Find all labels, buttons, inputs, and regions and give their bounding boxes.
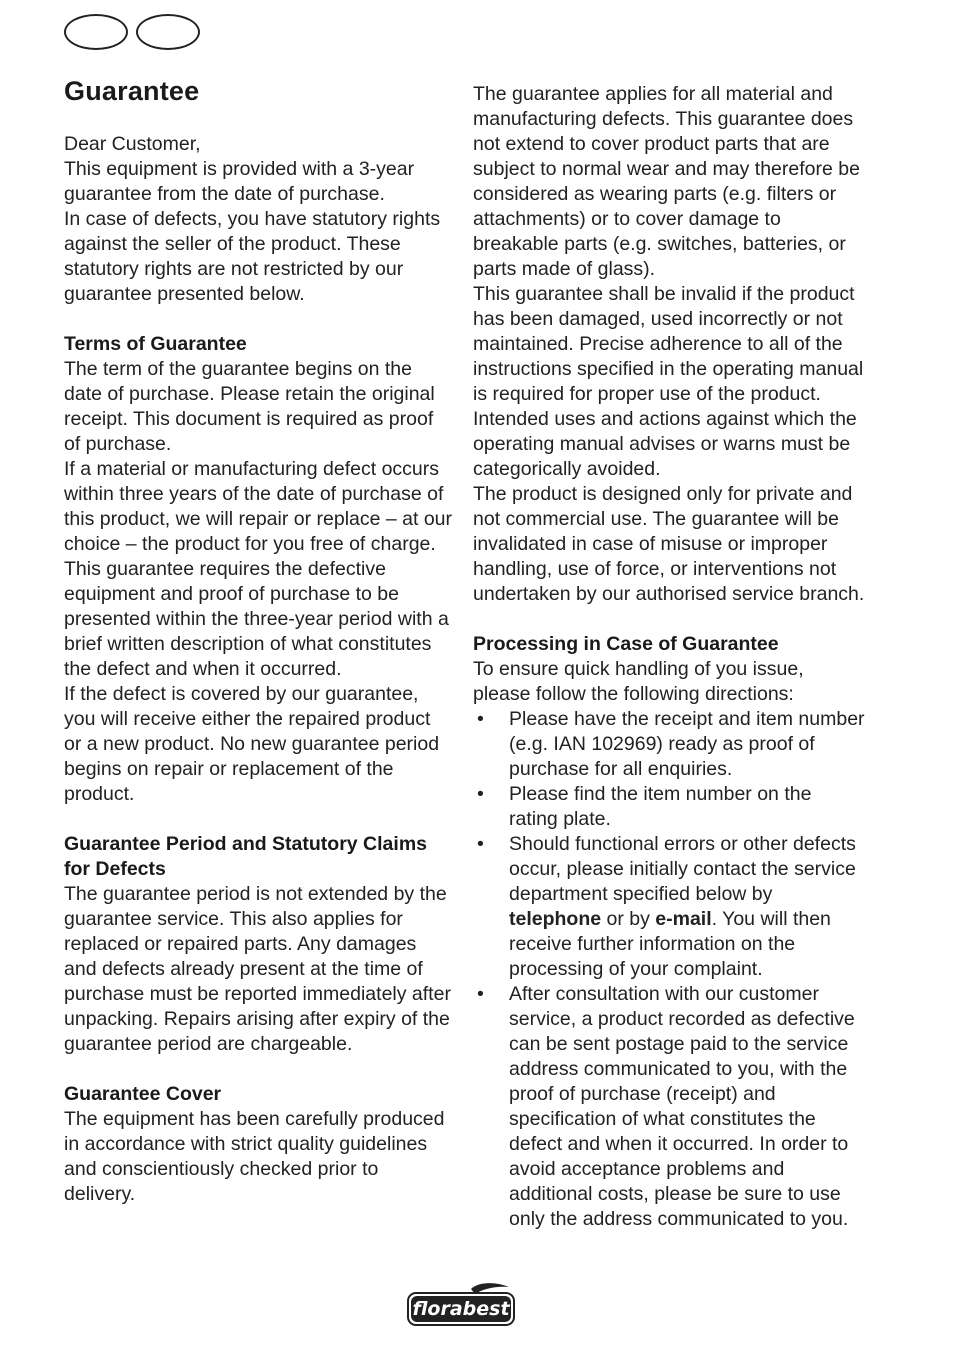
salutation: Dear Customer, <box>64 133 201 155</box>
list-item <box>473 782 865 832</box>
left-column <box>64 132 452 1207</box>
processing-intro: To ensure quick handling of you issue, please follow the following directions: <box>473 658 804 705</box>
processing-list <box>473 707 865 1232</box>
list-item-text: Please find the item number on the rating plate. <box>509 783 812 830</box>
list-item-text-part: Should functional errors or other defects occur, please initially contact the service department specified below by <box>509 833 856 905</box>
terms-paragraph: If the defect is covered by our guarantee, you will receive either the repaired product or a new product. No new guarantee period begins on repair or replacement of the product. <box>64 683 440 805</box>
list-item-text-part: or by <box>601 908 656 930</box>
terms-paragraph: If a material or manufacturing defect occurs within three years of the date of purchase of this product, we will repair or replace – at our choice – the product for you free of charge. This guarantee requires the defective equipment and proof of purchase to be presented within the three-year period with a brief written description of what constitutes the defect and when it occurred. <box>64 458 453 680</box>
intro-paragraph: This equipment is provided with a 3-year guarantee from the date of purchase. <box>64 158 415 205</box>
list-item-text-part: . You will then receive further information on the processing of your complaint. <box>509 908 831 980</box>
period-heading: Guarantee Period and Statutory Claims for Defects <box>64 833 428 880</box>
language-badge-oval <box>64 14 128 50</box>
logo-text: florabest <box>412 1298 510 1320</box>
invalidity-paragraph: This guarantee shall be invalid if the product has been damaged, used incorrectly or not maintained. Precise adherence to all of the instructions specified in the operating manual is required for proper use of the product. Intended uses and actions against which the operating manual advises or warns must be categorically avoided. <box>473 283 864 480</box>
processing-heading: Processing in Case of Guarantee <box>473 633 779 655</box>
intro-paragraph: In case of defects, you have statutory rights against the seller of the product. These statutory rights are not restricted by our guarantee presented below. <box>64 208 441 305</box>
page-title: Guarantee <box>64 76 200 106</box>
bullet-dot: • <box>477 783 484 805</box>
cover-paragraph: The guarantee applies for all material and manufacturing defects. This guarantee does not extend to cover product parts that are subject to normal wear and may therefore be considered as wearing parts (e.g. filters or attachments) or to cover damage to breakable parts (e.g. switches, batteries, or parts made of glass). <box>473 83 860 280</box>
period-paragraph: The guarantee period is not extended by the guarantee service. This also applies for replaced or repaired parts. Any damages and defects already present at the time of purchase must be reported immediately after unpacking. Repairs arising after expiry of the guarantee period are chargeable. <box>64 883 451 1055</box>
list-item <box>473 832 865 982</box>
bullet-dot: • <box>477 983 484 1005</box>
list-item <box>473 707 865 782</box>
cover-heading: Guarantee Cover <box>64 1083 222 1105</box>
terms-heading: Terms of Guarantee <box>64 333 247 355</box>
list-item-text: After consultation with our customer service, a product recorded as defective can be sent postage paid to the service address communicated to you, with the proof of purchase (receipt) and specification of what constitutes the defect and when it occurred. In order to avoid acceptance problems and additional costs, please be sure to use only the address communicated to you. <box>509 983 855 1230</box>
bullet-dot: • <box>477 833 484 855</box>
list-item <box>473 982 865 1232</box>
email-emphasis: e-mail <box>655 908 712 930</box>
telephone-emphasis: telephone <box>509 908 602 930</box>
cover-paragraph: The equipment has been carefully produced in accordance with strict quality guidelines and conscientiously checked prior to delivery. <box>64 1108 445 1205</box>
language-badge-oval <box>136 14 200 50</box>
right-column <box>473 82 865 1232</box>
list-item-text: Please have the receipt and item number (e.g. IAN 102969) ready as proof of purchase for all enquiries. <box>509 708 865 780</box>
private-use-paragraph: The product is designed only for private and not commercial use. The guarantee will be invalidated in case of misuse or improper handling, use of force, or interventions not undertaken by our authorised service branch. <box>473 483 865 605</box>
terms-paragraph: The term of the guarantee begins on the date of purchase. Please retain the original receipt. This document is required as proof of purchase. <box>64 358 435 455</box>
bullet-dot: • <box>477 708 484 730</box>
list-item-text <box>509 833 856 980</box>
florabest-logo <box>405 1283 517 1327</box>
